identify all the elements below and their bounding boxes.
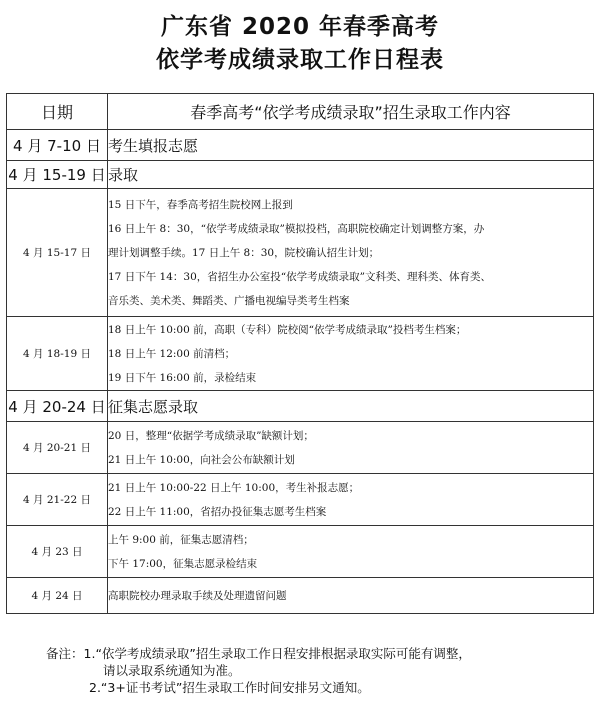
notes-label: 备注： <box>46 646 84 661</box>
table-row <box>7 474 594 526</box>
content-line: 高职院校办理录取手续及处理遗留问题 <box>108 589 287 602</box>
note-text: 1.“依学考成绩录取”招生录取工作日程安排根据录取实际可能有调整， <box>83 646 471 661</box>
date-cell: 4 月 21-22 日 <box>7 474 108 526</box>
page-title-line-2: 依学考成绩录取工作日程表 <box>156 47 444 73</box>
content-line: 17 日下午 14：30，省招生办公室投“依学考成绩录取”文科类、理科类、体育类、 <box>108 270 491 283</box>
date-cell: 4 月 24 日 <box>7 578 108 614</box>
date-cell: 4 月 23 日 <box>7 526 108 578</box>
content-line: 20 日，整理“依据学考成绩录取”缺额计划； <box>108 429 314 442</box>
content-line: 下午 17:00，征集志愿录检结束 <box>108 557 258 570</box>
header-date: 日期 <box>7 94 108 130</box>
date-cell: 4 月 15-19 日 <box>7 161 108 189</box>
table-row <box>7 189 594 317</box>
content-cell: 征集志愿录取 <box>108 391 594 422</box>
content-line: 上午 9:00 前，征集志愿清档； <box>108 533 254 546</box>
content-cell <box>108 317 594 391</box>
note-item-1 <box>46 645 471 662</box>
date-cell: 4 月 18-19 日 <box>7 317 108 391</box>
content-cell <box>108 422 594 474</box>
content-line: 理计划调整手续。17 日上午 8：30，院校确认招生计划； <box>108 246 380 259</box>
table-header-row <box>7 94 594 130</box>
note-text: 2.“3+证书考试”招生录取工作时间安排另文通知。 <box>89 680 370 695</box>
content-line: 19 日下午 16:00 前，录检结束 <box>108 371 257 384</box>
table-row <box>7 422 594 474</box>
content-line: 音乐类、美术类、舞蹈类、广播电视编导类考生档案 <box>108 294 350 307</box>
content-line: 21 日上午 10:00，向社会公布缺额计划 <box>108 453 295 466</box>
table-row <box>7 161 594 189</box>
content-cell <box>108 578 594 614</box>
schedule-table <box>6 93 594 614</box>
content-cell <box>108 526 594 578</box>
content-line: 18 日上午 10:00 前，高职（专科）院校阅“依学考成绩录取”投档考生档案； <box>108 323 467 336</box>
date-cell: 4 月 20-21 日 <box>7 422 108 474</box>
note-item-1-cont <box>46 662 471 679</box>
content-cell: 考生填报志愿 <box>108 130 594 161</box>
content-cell <box>108 189 594 317</box>
content-line: 18 日上午 12:00 前清档； <box>108 347 236 360</box>
note-item-2 <box>46 679 471 696</box>
page-title-line-1: 广东省 2020 年春季高考 <box>160 14 440 40</box>
date-cell: 4 月 15-17 日 <box>7 189 108 317</box>
notes <box>46 645 471 696</box>
header-content: 春季高考“依学考成绩录取”招生录取工作内容 <box>108 94 594 130</box>
content-line: 15 日下午，春季高考招生院校网上报到 <box>108 198 293 211</box>
table-row <box>7 526 594 578</box>
content-cell <box>108 474 594 526</box>
content-line: 21 日上午 10:00-22 日上午 10:00，考生补报志愿； <box>108 481 360 494</box>
content-cell: 录取 <box>108 161 594 189</box>
table-row <box>7 391 594 422</box>
table-row <box>7 317 594 391</box>
content-line: 16 日上午 8：30，“依学考成绩录取”模拟投档，高职院校确定计划调整方案，办 <box>108 222 485 235</box>
table-row <box>7 578 594 614</box>
date-cell: 4 月 20-24 日 <box>7 391 108 422</box>
date-cell: 4 月 7-10 日 <box>7 130 108 161</box>
content-line: 22 日上午 11:00，省招办投征集志愿考生档案 <box>108 505 327 518</box>
table-row <box>7 130 594 161</box>
note-text: 请以录取系统通知为准。 <box>103 663 241 678</box>
